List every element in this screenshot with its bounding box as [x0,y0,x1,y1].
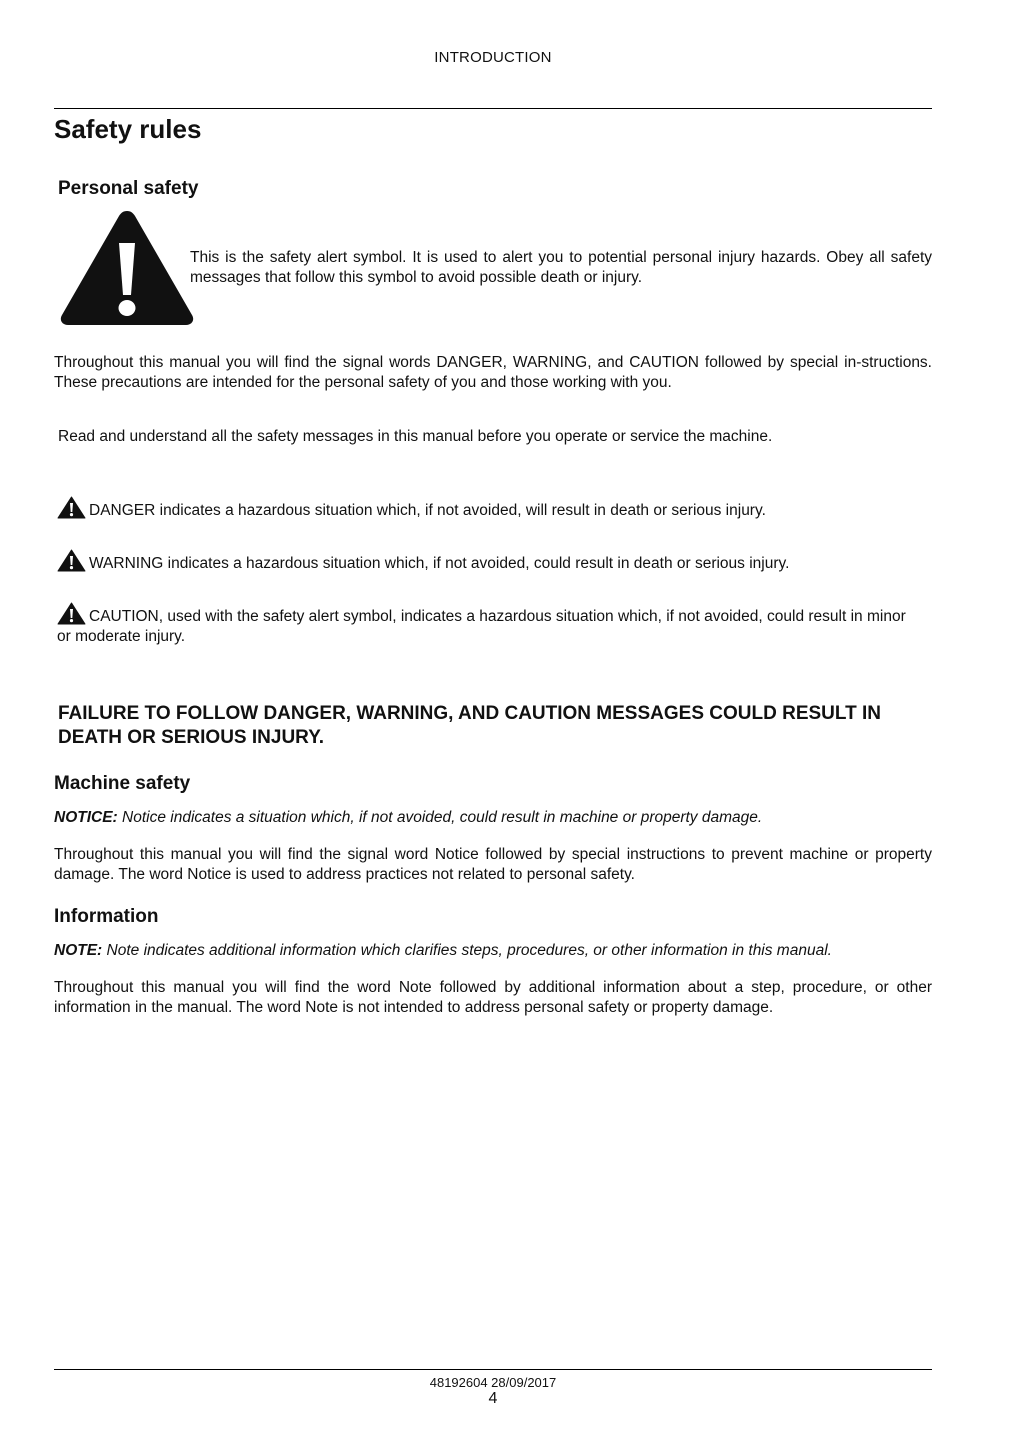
note-line [54,941,932,961]
caution-message [57,602,907,647]
note-label: NOTE: [54,942,103,959]
page-number: 4 [488,1390,498,1407]
machine-safety-heading: Machine safety [54,773,191,794]
personal-safety-heading: Personal safety [58,178,199,199]
information-heading: Information [54,906,159,927]
note-text: Note indicates additional information which clarifies steps, procedures, or other information in this manual. [106,942,832,959]
page-title: Safety rules [54,114,202,144]
warning-text: WARNING indicates a hazardous situation which, if not avoided, could result in death or serious injury. [89,555,790,572]
footer-rule [54,1369,932,1370]
alert-symbol-description: This is the safety alert symbol. It is used to alert you to potential personal injury hazards. Obey all safety messages that follow this symbol to avoid possible death or injury. [190,249,932,286]
signal-words-paragraph: Throughout this manual you will find the signal words DANGER, WARNING, and CAUTION followed by special in-structions. These precautions are intended for the personal safety of you and those working with you. [54,354,932,391]
danger-alert-icon [57,496,86,519]
caution-alert-icon [57,602,86,625]
safety-alert-symbol-icon [58,207,196,327]
danger-message [57,496,932,521]
warning-alert-icon [57,549,86,572]
danger-text: DANGER indicates a hazardous situation which, if not avoided, will result in death or serious injury. [89,502,766,519]
warning-message [57,549,932,574]
running-header: INTRODUCTION [434,49,552,66]
information-paragraph: Throughout this manual you will find the word Note followed by additional information about a step, procedure, or other information in the manual. The word Note is not intended to address personal safety or property damage. [54,979,932,1016]
header-rule [54,108,932,109]
failure-warning-statement: FAILURE TO FOLLOW DANGER, WARNING, AND CAUTION MESSAGES COULD RESULT IN DEATH OR SERIOUS INJURY. [58,703,881,748]
notice-line [54,808,932,828]
notice-text: Notice indicates a situation which, if not avoided, could result in machine or property damage. [122,809,763,826]
machine-safety-paragraph: Throughout this manual you will find the signal word Notice followed by special instructions to prevent machine or property damage. The word Notice is used to address practices not related to personal safety. [54,846,932,883]
footer-document-reference: 48192604 28/09/2017 [429,1375,557,1390]
caution-text: CAUTION, used with the safety alert symbol, indicates a hazardous situation which, if not avoided, could result in minor or moderate injury. [57,608,906,645]
read-understand-paragraph: Read and understand all the safety messages in this manual before you operate or service the machine. [58,428,773,445]
notice-label: NOTICE: [54,809,118,826]
